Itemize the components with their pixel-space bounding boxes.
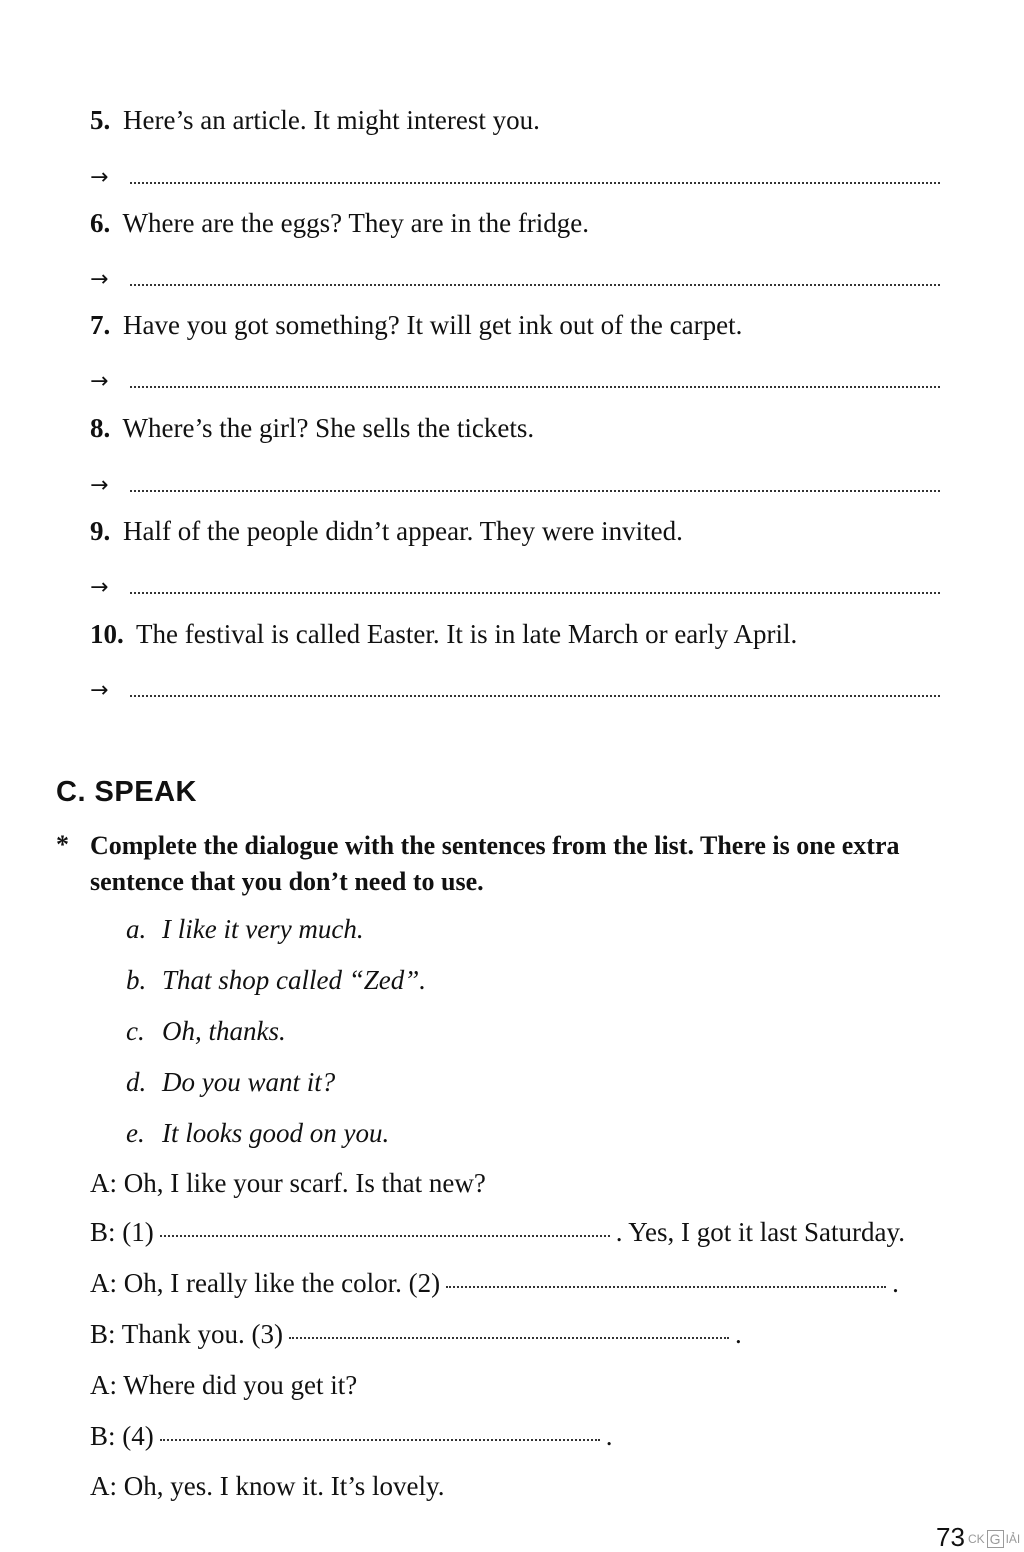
- blank-1[interactable]: [160, 1234, 610, 1237]
- exercise-number: 5.: [90, 105, 111, 135]
- dialogue-line-6: [90, 1420, 613, 1452]
- exercise-sentence: Half of the people didn’t appear. They were invited.: [123, 516, 683, 546]
- option-text: It looks good on you.: [162, 1118, 390, 1148]
- exercise-sentence: The festival is called Easter. It is in late March or early April.: [136, 619, 798, 649]
- option-a: [126, 913, 364, 945]
- option-e: [126, 1117, 389, 1149]
- arrow-icon: →: [90, 575, 109, 600]
- option-text: I like it very much.: [162, 914, 364, 944]
- answer-line-10[interactable]: [90, 673, 940, 703]
- option-letter: c.: [126, 1016, 145, 1046]
- answer-line-6[interactable]: [90, 262, 940, 292]
- arrow-icon: →: [90, 267, 109, 292]
- dialogue-text: .: [892, 1268, 899, 1298]
- exercise-10: [90, 618, 797, 650]
- dialogue-line-1: [90, 1167, 486, 1199]
- arrow-icon: →: [90, 473, 109, 498]
- option-letter: d.: [126, 1067, 147, 1097]
- blank-3[interactable]: [289, 1336, 729, 1339]
- brand-watermark: [968, 1530, 1020, 1548]
- dialogue-text: A: Oh, yes. I know it. It’s lovely.: [90, 1471, 445, 1501]
- dialogue-line-7: [90, 1470, 444, 1502]
- dialogue-text: .: [605, 1421, 613, 1451]
- option-letter: b.: [126, 965, 147, 995]
- option-text: Do you want it?: [162, 1067, 336, 1097]
- arrow-icon: →: [90, 165, 109, 190]
- brand-text: IẢI: [1005, 1532, 1021, 1546]
- option-letter: e.: [126, 1118, 145, 1148]
- dialogue-text: . Yes, I got it last Saturday.: [615, 1217, 905, 1247]
- exercise-sentence: Have you got something? It will get ink out of the carpet.: [123, 310, 743, 340]
- exercise-sentence: Where’s the girl? She sells the tickets.: [122, 413, 535, 443]
- exercise-sentence: Here’s an article. It might interest you.: [123, 105, 540, 135]
- dialogue-text: .: [734, 1319, 742, 1349]
- arrow-icon: →: [90, 369, 109, 394]
- page-number: 73: [936, 1522, 965, 1552]
- option-b: [126, 964, 426, 996]
- dialogue-line-2: [90, 1216, 905, 1248]
- blank-4[interactable]: [160, 1438, 600, 1441]
- exercise-number: 10.: [90, 619, 124, 649]
- option-text: That shop called “Zed”.: [162, 965, 427, 995]
- dotted-answer-line[interactable]: [130, 178, 940, 184]
- answer-line-5[interactable]: [90, 160, 940, 190]
- blank-2[interactable]: [446, 1285, 886, 1288]
- exercise-5: [90, 104, 540, 136]
- brand-text: CK: [968, 1532, 985, 1546]
- dotted-answer-line[interactable]: [130, 280, 940, 286]
- dialogue-text: A: Where did you get it?: [90, 1370, 358, 1400]
- exercise-8: [90, 412, 534, 444]
- option-text: Oh, thanks.: [162, 1016, 286, 1046]
- dialogue-line-3: [90, 1267, 899, 1299]
- option-d: [126, 1066, 335, 1098]
- exercise-7: [90, 309, 742, 341]
- exercise-number: 7.: [90, 310, 111, 340]
- answer-line-9[interactable]: [90, 570, 940, 600]
- arrow-icon: →: [90, 678, 109, 703]
- dialogue-text: A: Oh, I really like the color. (2): [90, 1268, 441, 1298]
- dialogue-text: B: (1): [90, 1217, 154, 1247]
- brand-logo-icon: G: [987, 1530, 1004, 1548]
- dialogue-text: B: Thank you. (3): [90, 1319, 283, 1349]
- exercise-number: 8.: [90, 413, 111, 443]
- answer-line-8[interactable]: [90, 468, 940, 498]
- answer-line-7[interactable]: [90, 364, 940, 394]
- section-title: C. SPEAK: [56, 776, 197, 808]
- exercise-6: [90, 207, 589, 239]
- dotted-answer-line[interactable]: [130, 486, 940, 492]
- dialogue-text: A: Oh, I like your scarf. Is that new?: [90, 1168, 486, 1198]
- option-letter: a.: [126, 914, 147, 944]
- option-c: [126, 1015, 286, 1047]
- instruction-text: Complete the dialogue with the sentences from the list. There is one extra sentence that you don’t need to use.: [90, 831, 900, 896]
- exercise-number: 6.: [90, 208, 111, 238]
- dotted-answer-line[interactable]: [130, 691, 940, 697]
- exercise-9: [90, 515, 683, 547]
- exercise-sentence: Where are the eggs? They are in the fridge.: [122, 208, 590, 238]
- dialogue-line-4: [90, 1318, 742, 1350]
- dialogue-line-5: [90, 1369, 357, 1401]
- dotted-answer-line[interactable]: [130, 382, 940, 388]
- dotted-answer-line[interactable]: [130, 588, 940, 594]
- star-icon: *: [56, 830, 69, 859]
- exercise-number: 9.: [90, 516, 111, 546]
- dialogue-text: B: (4): [90, 1421, 154, 1451]
